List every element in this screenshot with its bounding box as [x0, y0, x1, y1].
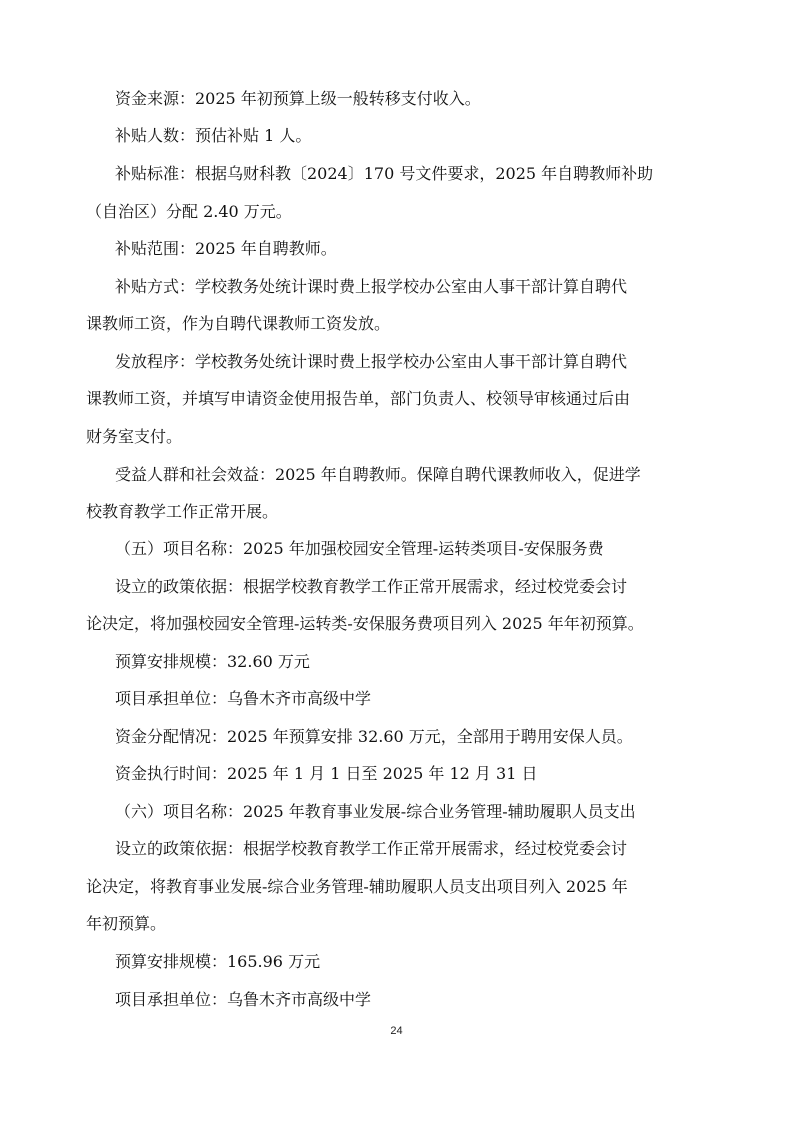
text-line: 受益人群和社会效益：2025 年自聘教师。保障自聘代课教师收入，促进学	[115, 465, 641, 484]
text-line: 资金来源：2025 年初预算上级一般转移支付收入。	[115, 89, 481, 108]
text-line: 预算安排规模：32.60 万元	[115, 652, 310, 671]
page-number: 24	[390, 1025, 403, 1037]
text-line: 项目承担单位：乌鲁木齐市高级中学	[115, 689, 372, 708]
text-line: 论决定，将加强校园安全管理-运转类-安保服务费项目列入 2025 年年初预算。	[86, 614, 644, 633]
section-heading: （六）项目名称：2025 年教育事业发展-综合业务管理-辅助履职人员支出	[115, 802, 636, 821]
text-line: 预算安排规模：165.96 万元	[115, 952, 321, 971]
text-line: 设立的政策依据：根据学校教育教学工作正常开展需求，经过校党委会讨	[115, 839, 628, 858]
text-line: 设立的政策依据：根据学校教育教学工作正常开展需求，经过校党委会讨	[115, 577, 628, 596]
text-line: 资金执行时间：2025 年 1 月 1 日至 2025 年 12 月 31 日	[115, 764, 538, 783]
text-line: 补贴标准：根据乌财科教〔2024〕170 号文件要求，2025 年自聘教师补助	[115, 164, 654, 183]
text-line: 课教师工资，作为自聘代课教师工资发放。	[86, 314, 391, 333]
text-line: （自治区）分配 2.40 万元。	[86, 202, 292, 221]
text-line: 校教育教学工作正常开展。	[86, 502, 279, 521]
text-line: 课教师工资，并填写申请资金使用报告单，部门负责人、校领导审核通过后由	[86, 389, 631, 408]
text-line: 财务室支付。	[86, 427, 183, 446]
text-line: 年初预算。	[86, 914, 167, 933]
text-line: 补贴人数：预估补贴 1 人。	[115, 126, 312, 145]
text-line: 补贴范围：2025 年自聘教师。	[115, 239, 337, 258]
text-line: 项目承担单位：乌鲁木齐市高级中学	[115, 990, 372, 1009]
text-line: 发放程序：学校教务处统计课时费上报学校办公室由人事干部计算自聘代	[115, 352, 628, 371]
text-line: 论决定，将教育事业发展-综合业务管理-辅助履职人员支出项目列入 2025 年	[86, 877, 628, 896]
text-line: 资金分配情况：2025 年预算安排 32.60 万元，全部用于聘用安保人员。	[115, 727, 633, 746]
text-line: 补贴方式：学校教务处统计课时费上报学校办公室由人事干部计算自聘代	[115, 277, 628, 296]
section-heading: （五）项目名称：2025 年加强校园安全管理-运转类项目-安保服务费	[115, 539, 604, 558]
